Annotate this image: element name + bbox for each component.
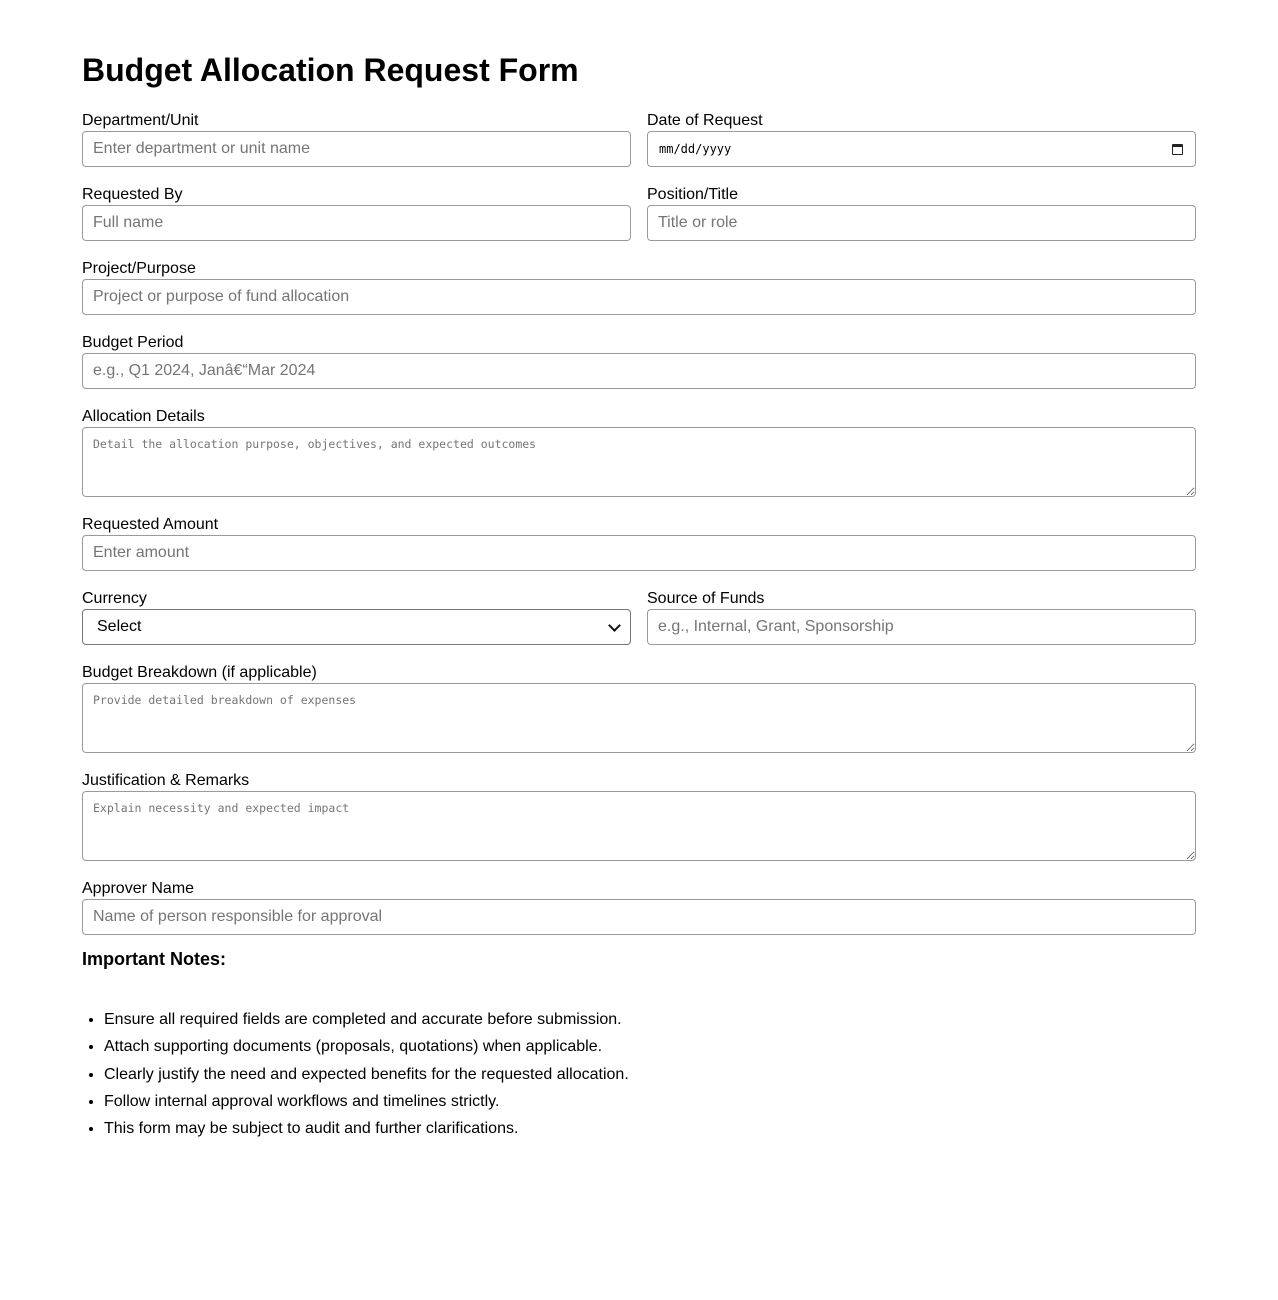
requested-by-input[interactable]: [82, 205, 631, 241]
budget-form: [82, 111, 1196, 953]
breakdown-label: Budget Breakdown (if applicable): [82, 664, 317, 681]
form-row: [82, 589, 1196, 645]
form-row: [82, 185, 1196, 241]
chevron-down-icon: [608, 619, 621, 632]
justification-textarea[interactable]: [82, 791, 1196, 861]
source-input[interactable]: [647, 609, 1196, 645]
list-item: • Attach supporting documents (proposals, quotations) when applicable.: [104, 1033, 1004, 1060]
justification-field: [82, 771, 1196, 861]
notes-heading: Important Notes:: [82, 949, 226, 969]
breakdown-textarea[interactable]: [82, 683, 1196, 753]
currency-selected-value: Select: [97, 618, 142, 635]
list-item: • This form may be subject to audit and further clarifications.: [104, 1115, 1004, 1142]
budget-period-label: Budget Period: [82, 334, 184, 351]
important-notes: [82, 946, 1196, 1138]
date-field: [647, 111, 1196, 167]
position-input[interactable]: [647, 205, 1196, 241]
form-row: [82, 663, 1196, 753]
allocation-details-textarea[interactable]: [82, 427, 1196, 497]
list-item: • Ensure all required fields are completed and accurate before submission.: [104, 1006, 1004, 1033]
budget-period-input[interactable]: [82, 353, 1196, 389]
date-input[interactable]: [647, 131, 1196, 167]
project-field: [82, 259, 1196, 315]
position-label: Position/Title: [647, 186, 738, 203]
amount-field: [82, 515, 1196, 571]
project-input[interactable]: [82, 279, 1196, 315]
notes-list: [82, 1006, 1004, 1142]
department-field: [82, 111, 631, 167]
department-input[interactable]: [82, 131, 631, 167]
form-row: [82, 333, 1196, 389]
form-row: [82, 407, 1196, 497]
currency-label: Currency: [82, 590, 147, 607]
allocation-details-field: [82, 407, 1196, 497]
currency-select[interactable]: [82, 609, 631, 645]
approver-field: [82, 879, 1196, 935]
justification-label: Justification & Remarks: [82, 772, 250, 789]
breakdown-field: [82, 663, 1196, 753]
calendar-icon[interactable]: [1172, 144, 1183, 155]
approver-input[interactable]: [82, 899, 1196, 935]
approver-label: Approver Name: [82, 880, 195, 897]
form-row: [82, 259, 1196, 315]
form-row: [82, 879, 1196, 935]
requested-by-field: [82, 185, 631, 241]
date-placeholder: mm/dd/yyyy: [659, 142, 732, 156]
form-row: [82, 771, 1196, 861]
position-field: [647, 185, 1196, 241]
currency-field: [82, 589, 631, 645]
date-label: Date of Request: [647, 112, 763, 129]
allocation-details-label: Allocation Details: [82, 408, 205, 425]
form-row: [82, 111, 1196, 167]
source-label: Source of Funds: [647, 590, 765, 607]
source-field: [647, 589, 1196, 645]
budget-period-field: [82, 333, 1196, 389]
amount-input[interactable]: [82, 535, 1196, 571]
project-label: Project/Purpose: [82, 260, 196, 277]
list-item: • Follow internal approval workflows and timelines strictly.: [104, 1088, 1004, 1115]
form-row: [82, 515, 1196, 571]
amount-label: Requested Amount: [82, 516, 219, 533]
requested-by-label: Requested By: [82, 186, 183, 203]
department-label: Department/Unit: [82, 112, 199, 129]
list-item: • Clearly justify the need and expected benefits for the requested allocation.: [104, 1061, 1004, 1088]
page-title: Budget Allocation Request Form: [82, 52, 579, 88]
